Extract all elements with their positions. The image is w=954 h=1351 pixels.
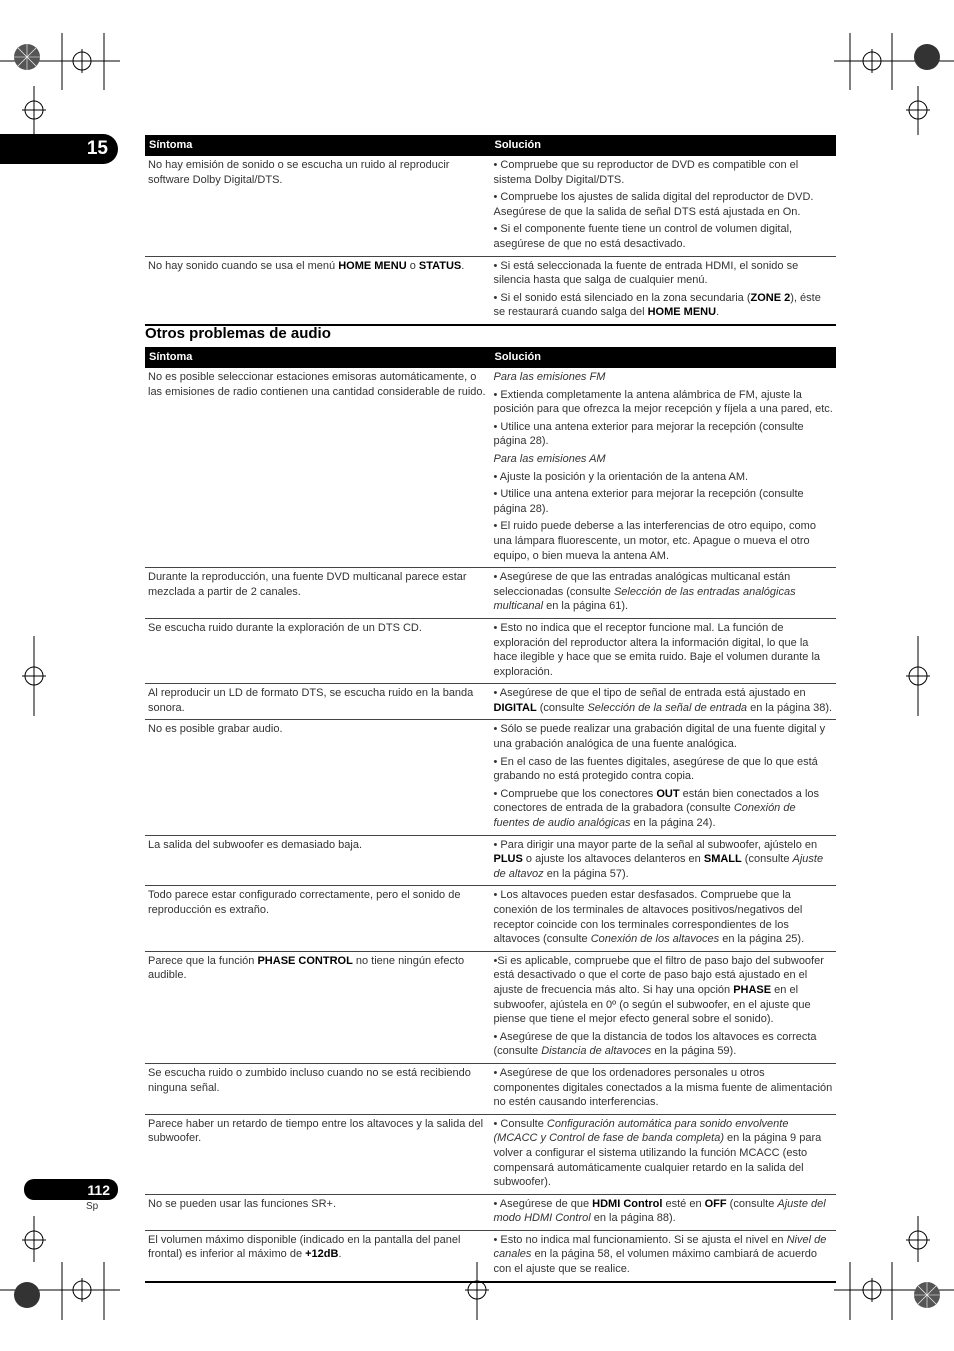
table-row — [145, 1194, 836, 1230]
symptom-cell: Se escucha ruido o zumbido incluso cuando no se está recibiendo ninguna señal. — [145, 1063, 491, 1114]
symptom-cell: Durante la reproducción, una fuente DVD multicanal parece estar mezclada a partir de 2 canales. — [145, 568, 491, 619]
solution-cell — [491, 720, 837, 835]
table-body — [145, 156, 836, 325]
table-row — [145, 1230, 836, 1281]
solution-item: • En el caso de las fuentes digitales, asegúrese de que lo que está grabando no está protegido contra copia. — [493, 755, 818, 783]
header-solution: Solución — [491, 347, 837, 368]
solution-item: • Asegúrese de que los ordenadores personales u otros componentes digitales conectados a la misma fuente de alimentación no estén causando interferencias. — [493, 1066, 833, 1109]
solution-item: • Consulte Configuración automática para sonido envolvente (MCACC y Control de fase de banda completa) en la página 9 para volver a configurar el sistema utilizando la función MCACC (esto compensará automáticamente cualquier retardo en la salida del subwoofer). — [493, 1117, 822, 1189]
symptom-cell: Al reproducir un LD de formato DTS, se escucha ruido en la banda sonora. — [145, 684, 491, 720]
solution-item: • Esto no indica mal funcionamiento. Si se ajusta el nivel en Nivel de canales en la página 58, el volumen máximo cambiará de acuerdo con el ajuste que se realice. — [493, 1233, 827, 1276]
table-row — [145, 684, 836, 720]
solution-item: • Si está seleccionada la fuente de entrada HDMI, el sonido se silencia hasta que salga de cualquier menú. — [493, 259, 799, 287]
table-row — [145, 951, 836, 1063]
solution-item: •Si es aplicable, compruebe que el filtro de paso bajo del subwoofer está desactivado o que el corte de paso bajo está ajustado en el ajuste de frecuencia más alto. Si hay una opción PHASE en el subwoofer, ajústela en 0º (o según el subwoofer, en el ajuste que piense que tiene el mejor efecto general sobre el sonido). — [493, 954, 824, 1026]
header-symptom: Síntoma — [145, 135, 491, 156]
solution-cell — [491, 1230, 837, 1281]
solution-item: Para las emisiones FM — [493, 371, 606, 383]
table-row — [145, 886, 836, 951]
table-row — [145, 1114, 836, 1194]
header-symptom: Síntoma — [145, 347, 491, 368]
language-code: Sp — [86, 1201, 99, 1212]
symptom-cell: Parece que la función PHASE CONTROL no tiene ningún efecto audible. — [145, 951, 491, 1063]
solution-cell — [491, 368, 837, 568]
chapter-number-tab: 15 — [0, 134, 118, 164]
table-row — [145, 720, 836, 835]
symptom-cell: No hay emisión de sonido o se escucha un ruido al reproducir software Dolby Digital/DTS. — [145, 156, 491, 256]
solution-item: • Los altavoces pueden estar desfasados. Compruebe que la conexión de los terminales de altavoces positivos/negativos del receptor coincide con los terminales correspondientes de los altavoces (consulte Conexión de los altavoces en la página 25). — [493, 889, 805, 946]
symptom-cell: Parece haber un retardo de tiempo entre los altavoces y la salida del subwoofer. — [145, 1114, 491, 1194]
section-title: Otros problemas de audio — [145, 325, 331, 342]
solution-cell — [491, 156, 837, 256]
solution-cell — [491, 886, 837, 951]
table-row — [145, 835, 836, 886]
solution-item: • Asegúrese de que HDMI Control esté en OFF (consulte Ajuste del modo HDMI Control en la página 88). — [493, 1197, 826, 1225]
table-row — [145, 568, 836, 619]
table-row — [145, 368, 836, 568]
solution-item: • El ruido puede deberse a las interferencias de otro equipo, como una lámpara fluorescente, un motor, etc. Apague o mueva el otro equipo, o bien mueva la antena AM. — [493, 520, 816, 562]
table-body — [145, 368, 836, 1282]
symptom-cell: No se pueden usar las funciones SR+. — [145, 1194, 491, 1230]
solution-item: Para las emisiones AM — [493, 452, 606, 465]
symptom-cell: No es posible grabar audio. — [145, 720, 491, 835]
solution-cell — [491, 1194, 837, 1230]
table-row — [145, 256, 836, 325]
solution-item: • Sólo se puede realizar una grabación digital de una fuente digital y una grabación analógica de una fuente analógica. — [493, 723, 826, 751]
solution-cell — [491, 1063, 837, 1114]
table-header-row — [145, 135, 836, 156]
solution-cell — [491, 835, 837, 886]
solution-item: • Ajuste la posición y la orientación de la antena AM. — [493, 470, 749, 483]
solution-item: • Utilice una antena exterior para mejorar la recepción (consulte página 28). — [493, 488, 804, 515]
symptom-cell: Se escucha ruido durante la exploración de un DTS CD. — [145, 618, 491, 683]
solution-cell — [491, 568, 837, 619]
solution-cell — [491, 256, 837, 325]
troubleshooting-table-1 — [145, 135, 836, 326]
solution-item: • Si el componente fuente tiene un control de volumen digital, asegúrese de que no está desactivado. — [493, 223, 793, 250]
symptom-cell: El volumen máximo disponible (indicado en la pantalla del panel frontal) es inferior al máximo de +12dB. — [145, 1230, 491, 1281]
solution-item: • Asegúrese de que la distancia de todos los altavoces es correcta (consulte Distancia de altavoces en la página 59). — [493, 1030, 817, 1058]
symptom-cell: No hay sonido cuando se usa el menú HOME MENU o STATUS. — [145, 256, 491, 325]
solution-item: • Compruebe los ajustes de salida digital del reproductor de DVD. Asegúrese de que la salida de señal DTS está ajustada en On. — [493, 191, 814, 218]
solution-item: • Extienda completamente la antena alámbrica de FM, ajuste la posición para que ofrezca la mejor recepción y fíjela a una pared, etc. — [493, 388, 833, 416]
solution-cell — [491, 1114, 837, 1194]
table-row — [145, 618, 836, 683]
solution-item: • Para dirigir una mayor parte de la señal al subwoofer, ajústelo en PLUS o ajuste los altavoces delanteros en SMALL (consulte Ajuste de altavoz en la página 57). — [493, 838, 824, 880]
solution-item: • Compruebe que su reproductor de DVD es compatible con el sistema Dolby Digital/DTS. — [493, 159, 799, 186]
table-header-row — [145, 347, 836, 368]
solution-item: • Asegúrese de que las entradas analógicas multicanal están seleccionadas (consulte Selección de las entradas analógicas multicanal en la página 61). — [493, 571, 796, 613]
solution-item: • Compruebe que los conectores OUT están bien conectados a los conectores de entrada de la grabadora (consulte Conexión de fuentes de audio analógicas en la página 24). — [493, 787, 820, 830]
solution-cell — [491, 684, 837, 720]
symptom-cell: La salida del subwoofer es demasiado baja. — [145, 835, 491, 886]
solution-item: • Esto no indica que el receptor funcione mal. La función de exploración del reproductor altera la información digital, lo que la hace ilegible y hace que se emita ruido. Baje el volumen durante la exploración. — [493, 621, 821, 678]
symptom-cell: Todo parece estar configurado correctamente, pero el sonido de reproducción es extraño. — [145, 886, 491, 951]
solution-item: • Utilice una antena exterior para mejorar la recepción (consulte página 28). — [493, 420, 804, 448]
table-row — [145, 156, 836, 256]
solution-cell — [491, 618, 837, 683]
header-solution: Solución — [491, 135, 837, 156]
page-number-tab: 112 — [24, 1179, 118, 1200]
solution-item: • Asegúrese de que el tipo de señal de entrada está ajustado en DIGITAL (consulte Selección de la señal de entrada en la página 38). — [493, 687, 833, 714]
troubleshooting-table-2 — [145, 347, 836, 1283]
solution-cell — [491, 951, 837, 1063]
symptom-cell: No es posible seleccionar estaciones emisoras automáticamente, o las emisiones de radio contienen una cantidad considerable de ruido. — [145, 368, 491, 568]
table-row — [145, 1063, 836, 1114]
solution-item: • Si el sonido está silenciado en la zona secundaria (ZONE 2), éste se restaurará cuando salga del HOME MENU. — [493, 291, 821, 319]
